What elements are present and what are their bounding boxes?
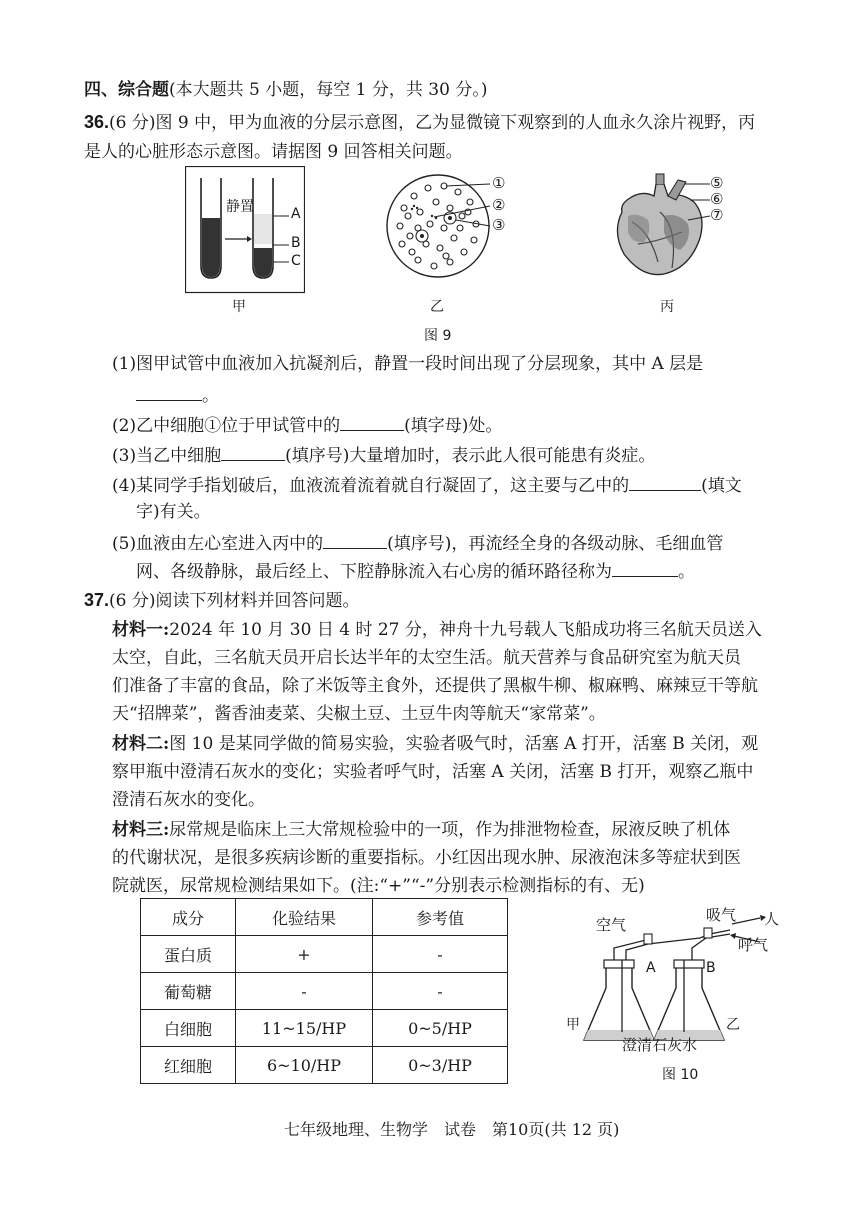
test-tubes-diagram (185, 166, 305, 306)
table-cell: 葡萄糖 (141, 973, 236, 1010)
blood-smear-diagram (384, 172, 494, 282)
marker-7: ⑦ (710, 206, 724, 224)
q36-sub5-end: 。 (678, 562, 695, 582)
marker-6: ⑥ (710, 190, 724, 208)
table-row (141, 936, 508, 973)
marker-1: ① (492, 174, 506, 192)
q36-sub5-line2 (136, 558, 695, 584)
figure10 (560, 900, 800, 1090)
q36-sub4-line2: 字)有关。 (136, 502, 211, 522)
q36-sub5-line1 (112, 530, 723, 556)
figure10-caption: 图 10 (662, 1067, 699, 1083)
q36-sub3 (112, 442, 655, 468)
material2-line3: 澄清石灰水的变化。 (112, 790, 265, 810)
figure9-jia (185, 166, 305, 306)
q36-sub2 (112, 412, 502, 438)
answer-blank[interactable] (136, 382, 202, 401)
table-cell: 蛋白质 (141, 936, 236, 973)
material3-line2: 的代谢状况，是很多疾病诊断的重要指标。小红因出现水肿、尿液泡沫多等症状到医 (112, 848, 741, 868)
material1-line1 (112, 618, 762, 642)
figure-bing-label: 丙 (660, 299, 674, 315)
layer-c-label: C (291, 253, 301, 269)
air-label: 空气 (596, 916, 627, 934)
layer-a-label: A (291, 206, 301, 222)
answer-blank[interactable] (612, 558, 678, 577)
q36-sub5-cont: (填序号)，再流经全身的各级动脉、毛细血管 (387, 534, 724, 554)
valve-a-label: A (646, 960, 656, 976)
q37-number: 37. (84, 590, 110, 610)
q36-number: 36. (84, 112, 110, 132)
table-row (141, 1010, 508, 1047)
q36-sub4-cont: (填文 (701, 476, 742, 496)
q36-sub2-end: (填字母)处。 (404, 416, 503, 436)
material3-line3: 院就医，尿常规检测结果如下。(注:“+”“-”分别表示检测指标的有、无) (112, 876, 645, 896)
figure9-bing (602, 172, 742, 282)
q36-sub1-line1: (1)图甲试管中血液加入抗凝剂后，静置一段时间出现了分层现象，其中 A 层是 (112, 354, 704, 374)
q36-sub3-text: (3)当乙中细胞 (112, 446, 222, 466)
answer-blank[interactable] (629, 472, 701, 491)
material2-line1 (112, 732, 758, 756)
q36-intro-line1 (84, 110, 755, 135)
q36-intro-line2: 是人的心脏形态示意图。请据图 9 回答相关问题。 (84, 142, 463, 162)
q36-sub2-text: (2)乙中细胞①位于甲试管中的 (112, 416, 341, 436)
exhale-label: 呼气 (738, 936, 769, 954)
material2-line2: 察甲瓶中澄清石灰水的变化；实验者呼气时，活塞 A 关闭，活塞 B 打开，观察乙瓶中 (112, 762, 754, 782)
limewater-label: 澄清石灰水 (622, 1036, 698, 1054)
q37-intro-text: (6 分)阅读下列材料并回答问题。 (109, 591, 360, 611)
table-cell: - (373, 936, 508, 973)
person-label: 人 (764, 910, 780, 928)
answer-blank[interactable] (221, 442, 285, 461)
material1-label: 材料一: (112, 620, 170, 640)
figure-yi-label: 乙 (430, 299, 444, 315)
material2-label: 材料二: (112, 734, 170, 754)
q36-sub4-line1 (112, 472, 742, 498)
flask-jia-label: 甲 (566, 1017, 580, 1033)
q36-sub4-text: (4)某同学手指划破后，血液流着流着就自行凝固了，这主要与乙中的 (112, 476, 630, 496)
material1-line4: 天“招牌菜”，酱香油麦菜、尖椒土豆、土豆牛肉等航天“家常菜”。 (112, 704, 606, 724)
marker-5: ⑤ (710, 174, 724, 192)
table-cell: + (236, 936, 373, 973)
table-cell: 11~15/HP (236, 1010, 373, 1047)
page-footer: 七年级地理、生物学 试卷 第10页(共 12 页) (284, 1120, 620, 1139)
table-header: 化验结果 (236, 899, 373, 936)
urine-test-table (140, 898, 508, 1084)
q36-sub1-end: 。 (202, 386, 219, 406)
material1-text1: 2024 年 10 月 30 日 4 时 27 分，神舟十九号载人飞船成功将三名航天员送入 (169, 620, 762, 640)
figure9-yi (384, 172, 524, 282)
table-cell: 红细胞 (141, 1047, 236, 1084)
table-cell: 0~5/HP (373, 1010, 508, 1047)
material1-line3: 们准备了丰富的食品，除了米饭等主食外，还提供了黑椒牛柳、椒麻鸭、麻辣豆干等航 (112, 676, 758, 696)
layer-b-label: B (291, 235, 301, 251)
marker-2: ② (492, 196, 506, 214)
section-header (84, 78, 487, 102)
material3-label: 材料三: (112, 820, 170, 840)
table-cell: 0~3/HP (373, 1047, 508, 1084)
table-row (141, 1047, 508, 1084)
flask-yi-label: 乙 (726, 1017, 740, 1033)
material1-line2: 太空，自此，三名航天员开启长达半年的太空生活。航天营养与食品研究室为航天员 (112, 648, 741, 668)
material3-line1 (112, 818, 730, 842)
section-title: 四、综合题 (84, 80, 169, 100)
material3-text1: 尿常规是临床上三大常规检验中的一项，作为排泄物检查，尿液反映了机体 (169, 820, 731, 840)
q37-intro (84, 588, 360, 613)
table-row (141, 973, 508, 1010)
table-cell: - (236, 973, 373, 1010)
table-cell: 白细胞 (141, 1010, 236, 1047)
q36-sub5-text: (5)血液由左心室进入丙中的 (112, 534, 324, 554)
marker-3: ③ (492, 216, 506, 234)
heart-diagram (602, 172, 712, 282)
table-cell: 6~10/HP (236, 1047, 373, 1084)
figure-jia-label: 甲 (232, 299, 246, 315)
table-header: 参考值 (373, 899, 508, 936)
q36-sub3-end: (填序号)大量增加时，表示此人很可能患有炎症。 (285, 446, 656, 466)
q36-intro-text1: (6 分)图 9 中，甲为血液的分层示意图，乙为显微镜下观察到的人血永久涂片视野，丙 (109, 113, 756, 133)
q36-sub5-text2: 网、各级静脉，最后经上、下腔静脉流入右心房的循环路径称为 (136, 562, 612, 582)
q36-sub1-line2 (136, 382, 219, 408)
table-header: 成分 (141, 899, 236, 936)
answer-blank[interactable] (340, 412, 404, 431)
figure9-caption: 图 9 (424, 328, 452, 344)
answer-blank[interactable] (323, 530, 387, 549)
table-header-row (141, 899, 508, 936)
table-cell: - (373, 973, 508, 1010)
inhale-label: 吸气 (706, 906, 737, 924)
rest-label: 静置 (226, 199, 254, 215)
section-note: (本大题共 5 小题，每空 1 分，共 30 分。) (169, 80, 488, 100)
valve-b-label: B (706, 960, 716, 976)
material2-text1: 图 10 是某同学做的简易实验，实验者吸气时，活塞 A 打开，活塞 B 关闭，观 (169, 734, 759, 754)
